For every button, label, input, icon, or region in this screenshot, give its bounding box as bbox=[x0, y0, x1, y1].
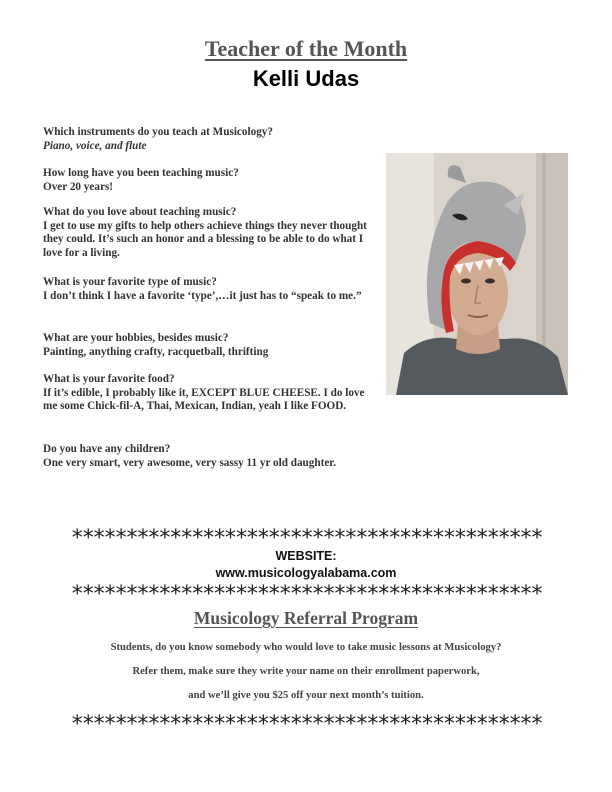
qa-question: What is your favorite type of music? bbox=[43, 276, 217, 288]
qa-item-music-type bbox=[43, 276, 373, 303]
qa-item-instruments bbox=[43, 126, 373, 153]
star-divider: ******************************************* bbox=[70, 584, 542, 606]
qa-answer: I don’t think I have a favorite ‘type’,…it just has to “speak to me.” bbox=[43, 289, 362, 302]
qa-item-love bbox=[43, 206, 373, 260]
referral-line-3: and we’ll give you $25 off your next month’s tuition. bbox=[188, 690, 424, 701]
website-label: WEBSITE: bbox=[275, 549, 337, 563]
star-divider: ******************************************* bbox=[70, 714, 542, 736]
teacher-photo-illustration bbox=[386, 153, 568, 395]
qa-question: Do you have any children? bbox=[43, 443, 171, 455]
qa-question: What do you love about teaching music? bbox=[43, 206, 237, 218]
qa-answer: I get to use my gifts to help others achieve things they never thought they could. It’s such an honor and a blessing to be able to do what I love for a living. bbox=[43, 219, 367, 259]
qa-item-hobbies bbox=[43, 332, 373, 359]
qa-item-food bbox=[43, 373, 373, 414]
qa-answer: If it’s edible, I probably like it, EXCEPT BLUE CHEESE. I do love me some Chick-fil-A, Thai, Mexican, Indian, yeah I like FOOD. bbox=[43, 386, 365, 413]
qa-question: How long have you been teaching music? bbox=[43, 167, 239, 179]
qa-question: What are your hobbies, besides music? bbox=[43, 332, 229, 344]
qa-item-years bbox=[43, 167, 373, 194]
qa-answer: Piano, voice, and flute bbox=[43, 139, 147, 152]
star-divider: ******************************************* bbox=[70, 528, 542, 550]
qa-answer: One very smart, very awesome, very sassy 11 yr old daughter. bbox=[43, 456, 337, 469]
referral-line-2: Refer them, make sure they write your name on their enrollment paperwork, bbox=[132, 666, 480, 677]
qa-question: Which instruments do you teach at Musicology? bbox=[43, 126, 273, 138]
teacher-name: Kelli Udas bbox=[252, 66, 360, 91]
page-title: Teacher of the Month bbox=[204, 36, 408, 61]
referral-line-1: Students, do you know somebody who would love to take music lessons at Musicology? bbox=[110, 642, 502, 653]
referral-title: Musicology Referral Program bbox=[193, 608, 419, 628]
qa-answer: Over 20 years! bbox=[43, 180, 114, 193]
qa-question: What is your favorite food? bbox=[43, 373, 175, 385]
qa-answer: Painting, anything crafty, racquetball, thrifting bbox=[43, 345, 269, 358]
teacher-photo bbox=[386, 153, 568, 395]
qa-item-children bbox=[43, 443, 373, 470]
website-url[interactable]: www.musicologyalabama.com bbox=[215, 566, 397, 580]
